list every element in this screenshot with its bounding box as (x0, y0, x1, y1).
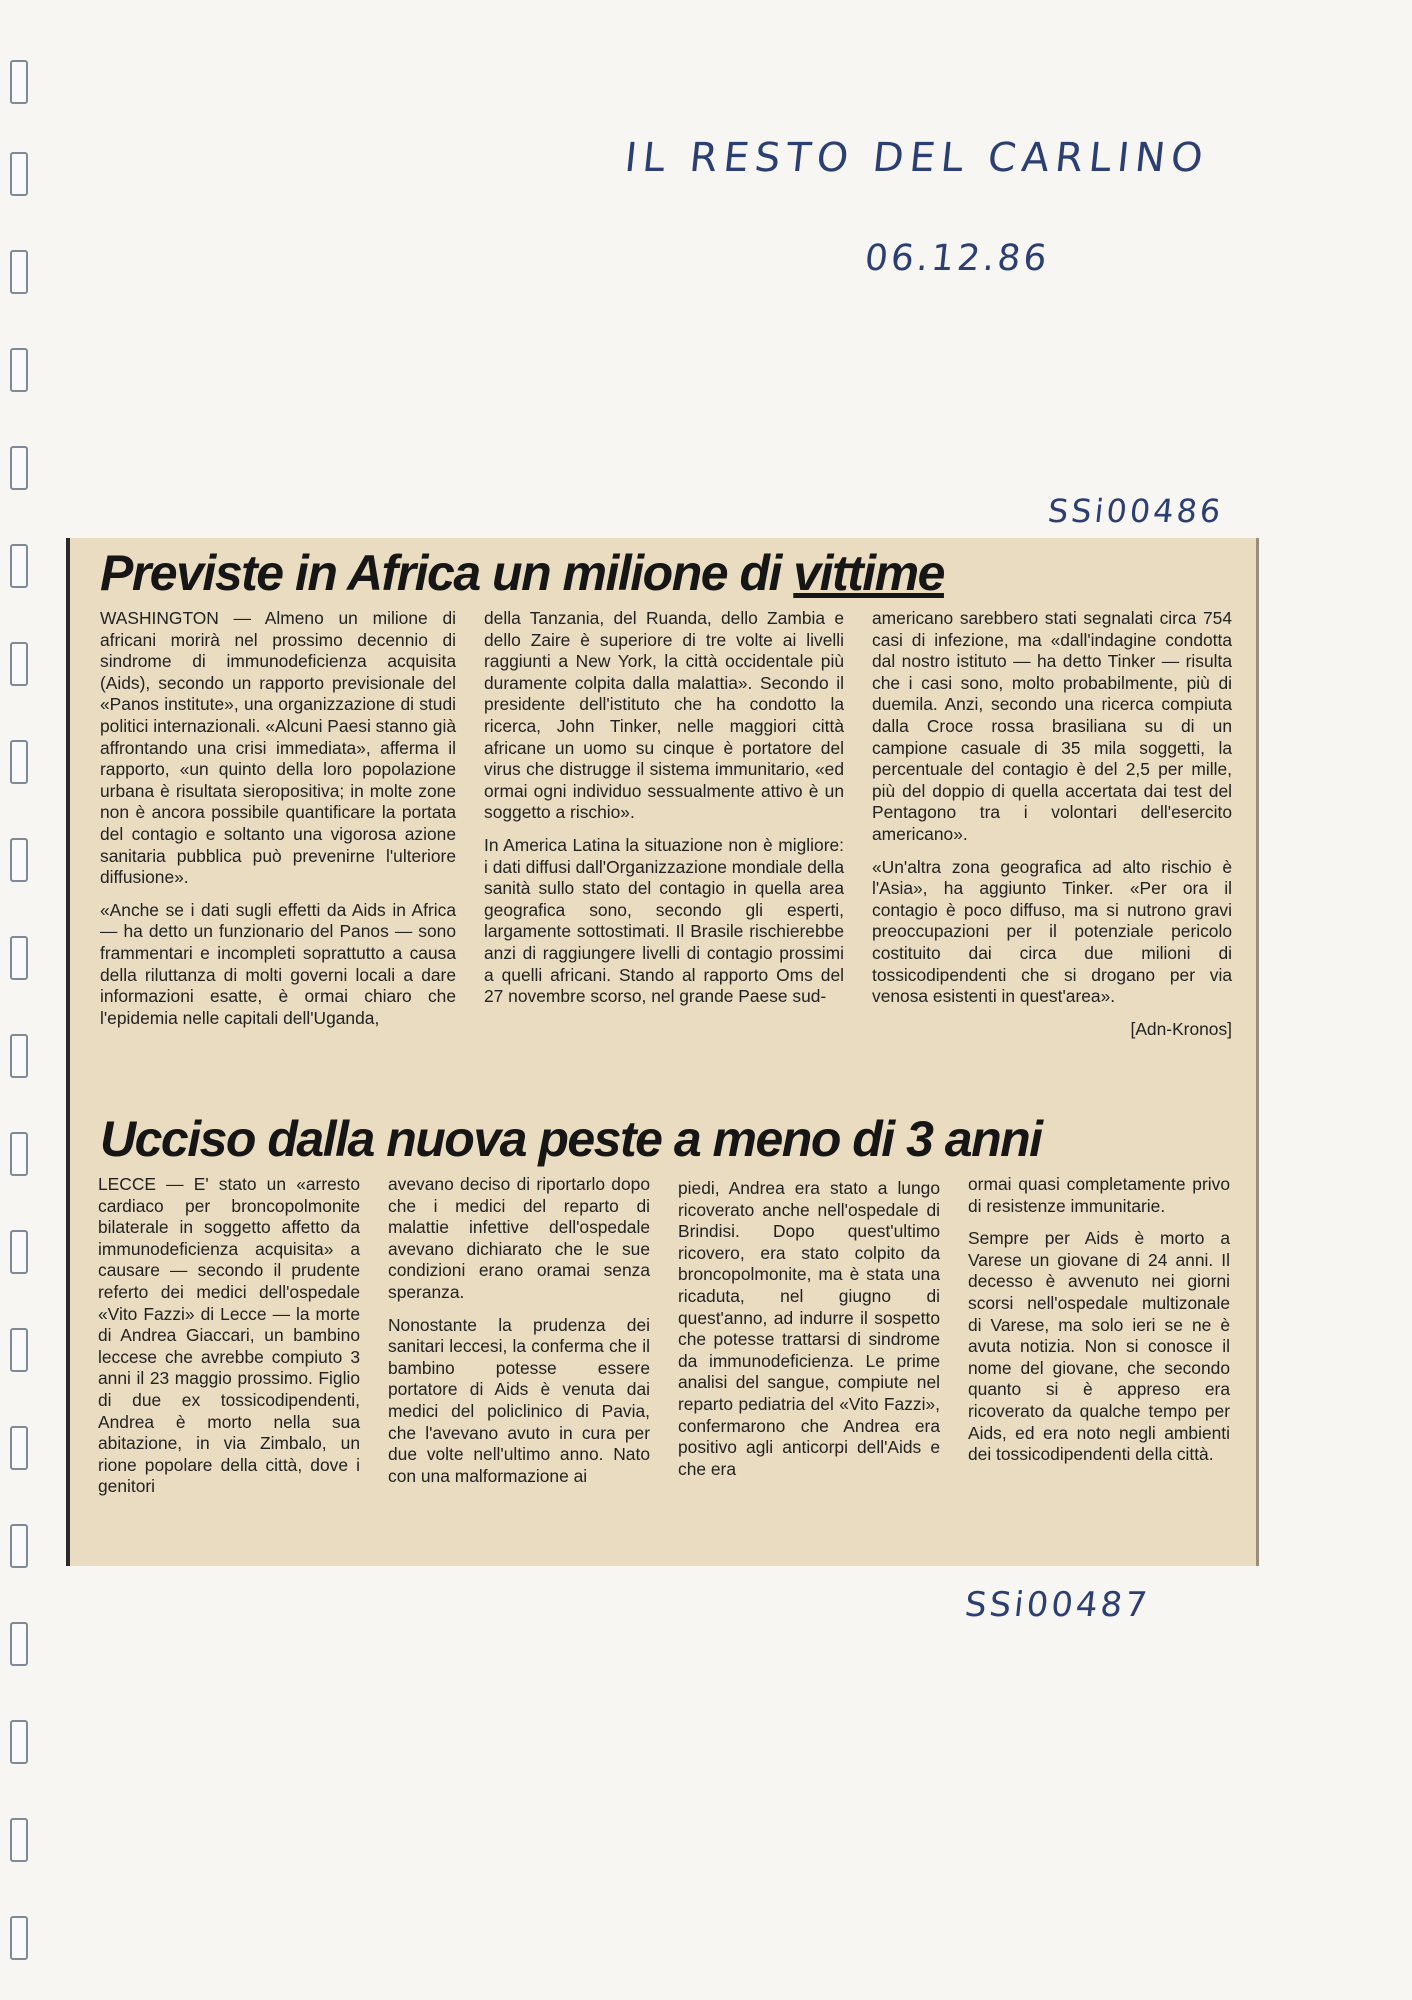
handwritten-archive-id: SSi00487 (962, 1585, 1152, 1625)
article-column (98, 1174, 360, 1509)
headline-underlined-word: vittime (793, 545, 944, 601)
binder-hole (10, 642, 28, 686)
binder-hole (10, 446, 28, 490)
binder-hole (10, 60, 28, 104)
binder-hole (10, 250, 28, 294)
article-headline: Ucciso dalla nuova peste a meno di 3 anni (100, 1111, 1042, 1167)
paragraph: WASHINGTON — Almeno un milione di africani morirà nel prossimo decennio di sindrome di immunodeficienza acquisita (Aids), secondo un rapporto previsionale del «Panos institute», una organizzazione di studi politici internazionali. «Alcuni Paesi stanno già affrontando una crisi immediata», afferma il rapporto, «un quinto della loro popolazione urbana è risultata sieropositiva; in molte zone non è ancora possibile quantificare la portata del contagio e soltanto una vigorosa azione sanitaria pubblica può prevenirne l'ulteriore diffusione». (100, 608, 456, 888)
paragraph: avevano deciso di riportarlo dopo che i medici del reparto di malattie infettive dell'ospedale avevano dichiarato che le sue condizioni erano oramai senza speranza. (388, 1174, 650, 1302)
article-headline (100, 544, 944, 602)
binder-hole (10, 1230, 28, 1274)
newspaper-clipping (66, 538, 1259, 1566)
binder-hole (10, 1622, 28, 1666)
binder-hole (10, 348, 28, 392)
binder-hole (10, 1132, 28, 1176)
paragraph: LECCE — E' stato un «arresto cardiaco per broncopolmonite bilaterale in soggetto affetto da immunodeficienza acquisita» a causare — secondo il prudente referto dei medici dell'ospedale «Vito Fazzi» di Lecce — la morte di Andrea Giaccari, un bambino leccese che avrebbe compiuto 3 anni il 23 maggio prossimo. Figlio di due ex tossicodipendenti, Andrea è morto nella sua abitazione, in via Zimbalo, un rione popolare della città, dove i genitori (98, 1174, 360, 1497)
paragraph: della Tanzania, del Ruanda, dello Zambia e dello Zaire è superiore di tre volte ai livelli raggiunti a New York, la città occidentale più duramente colpita dalla malattia». Secondo il presidente dell'istituto che ha condotto la ricerca, John Tinker, nelle maggiori città africane un uomo su cinque è portatore del virus che distrugge il sistema immunitario, «ed ormai ogni individuo sessualmente attivo è un soggetto a rischio». (484, 608, 844, 823)
article-signature: [Adn-Kronos] (1130, 1018, 1232, 1039)
binder-hole (10, 1328, 28, 1372)
binder-hole (10, 1916, 28, 1960)
article-column (100, 608, 456, 1040)
binder-hole (10, 1818, 28, 1862)
binder-hole (10, 1524, 28, 1568)
article-column (678, 1178, 940, 1491)
article-column (484, 608, 844, 1019)
binder-hole (10, 152, 28, 196)
binder-hole (10, 1426, 28, 1470)
paragraph: ormai quasi completamente privo di resistenze immunitarie. (968, 1174, 1230, 1216)
paragraph: americano sarebbero stati segnalati circa 754 casi di infezione, ma «dall'indagine condotta dal nostro istituto — ha detto Tinker — risulta che i casi sono, molto probabilmente, più di duemila. Anzi, secondo una ricerca compiuta dalla Croce rossa brasiliana su di un campione casuale di 35 mila soggetti, la percentuale del contagio è del 2,5 per mille, più del doppio di quella accertata dai test del Pentagono tra i volontari dell'esercito americano». (872, 608, 1232, 844)
paragraph: piedi, Andrea era stato a lungo ricoverato anche nell'ospedale di Brindisi. Dopo quest'ultimo ricovero, era stato colpito da broncopolmonite, ma è stata una ricaduta, nel giugno di quest'anno, ad indurre il sospetto che potesse trattarsi di sindrome da immunodeficienza. Le prime analisi del sangue, compiute nel reparto pediatria del «Vito Fazzi», confermarono che Andrea era positivo agli anticorpi dell'Aids e che era (678, 1178, 940, 1479)
paragraph: Nonostante la prudenza dei sanitari leccesi, la conferma che il bambino potesse essere portatore di Aids è venuta dai medici del policlinico di Pavia, che l'avevano avuto in cura per due volte nell'ultimo anno. Nato con una malformazione ai (388, 1314, 650, 1486)
headline-text: Previste in Africa un milione di (100, 545, 794, 601)
paragraph: «Anche se i dati sugli effetti da Aids in Africa — ha detto un funzionario del Panos — sono frammentari e incompleti soprattutto a causa della riluttanza di molti governi locali a dare informazioni esatte, è ormai chiaro che l'epidemia nelle capitali dell'Uganda, (100, 899, 456, 1028)
paragraph: Sempre per Aids è morto a Varese un giovane di 24 anni. Il decesso è avvenuto nei giorni scorsi nell'ospedale multizonale di Varese, ma solo ieri se ne è avuta notizia. Non si conosce il nome del giovane, che secondo quanto si è appreso era ricoverato da qualche tempo per Aids, ed era noto negli ambienti dei tossicodipendenti della città. (968, 1228, 1230, 1465)
handwritten-newspaper-name: IL RESTO DEL CARLINO (622, 135, 1211, 181)
paragraph: «Un'altra zona geografica ad alto rischio è l'Asia», ha aggiunto Tinker. «Per ora il contagio è poco diffuso, ma si nutrono gravi preoccupazioni per il potenziale pericolo costituito dai circa due milioni di tossicodipendenti che si drogano per via venosa esistenti in quest'area». (872, 856, 1232, 1007)
binder-hole (10, 740, 28, 784)
binder-hole (10, 1034, 28, 1078)
binder-holes (10, 0, 32, 2000)
handwritten-date: 06.12.86 (862, 238, 1052, 279)
article-column (872, 608, 1232, 1040)
handwritten-archive-id: SSi00486 (1046, 492, 1226, 530)
paragraph: In America Latina la situazione non è migliore: i dati diffusi dall'Organizzazione mondiale della sanità sullo stato del contagio in quella area geografica sono, secondo gli esperti, largamente sottostimati. Il Brasile rischierebbe anzi di raggiungere livelli di contagio prossimi a quelli africani. Stando al rapporto Oms del 27 novembre scorso, nel grande Paese sud- (484, 834, 844, 1007)
binder-hole (10, 1720, 28, 1764)
binder-hole (10, 544, 28, 588)
article-column (968, 1174, 1230, 1477)
binder-hole (10, 936, 28, 980)
binder-hole (10, 838, 28, 882)
article-column (388, 1174, 650, 1498)
